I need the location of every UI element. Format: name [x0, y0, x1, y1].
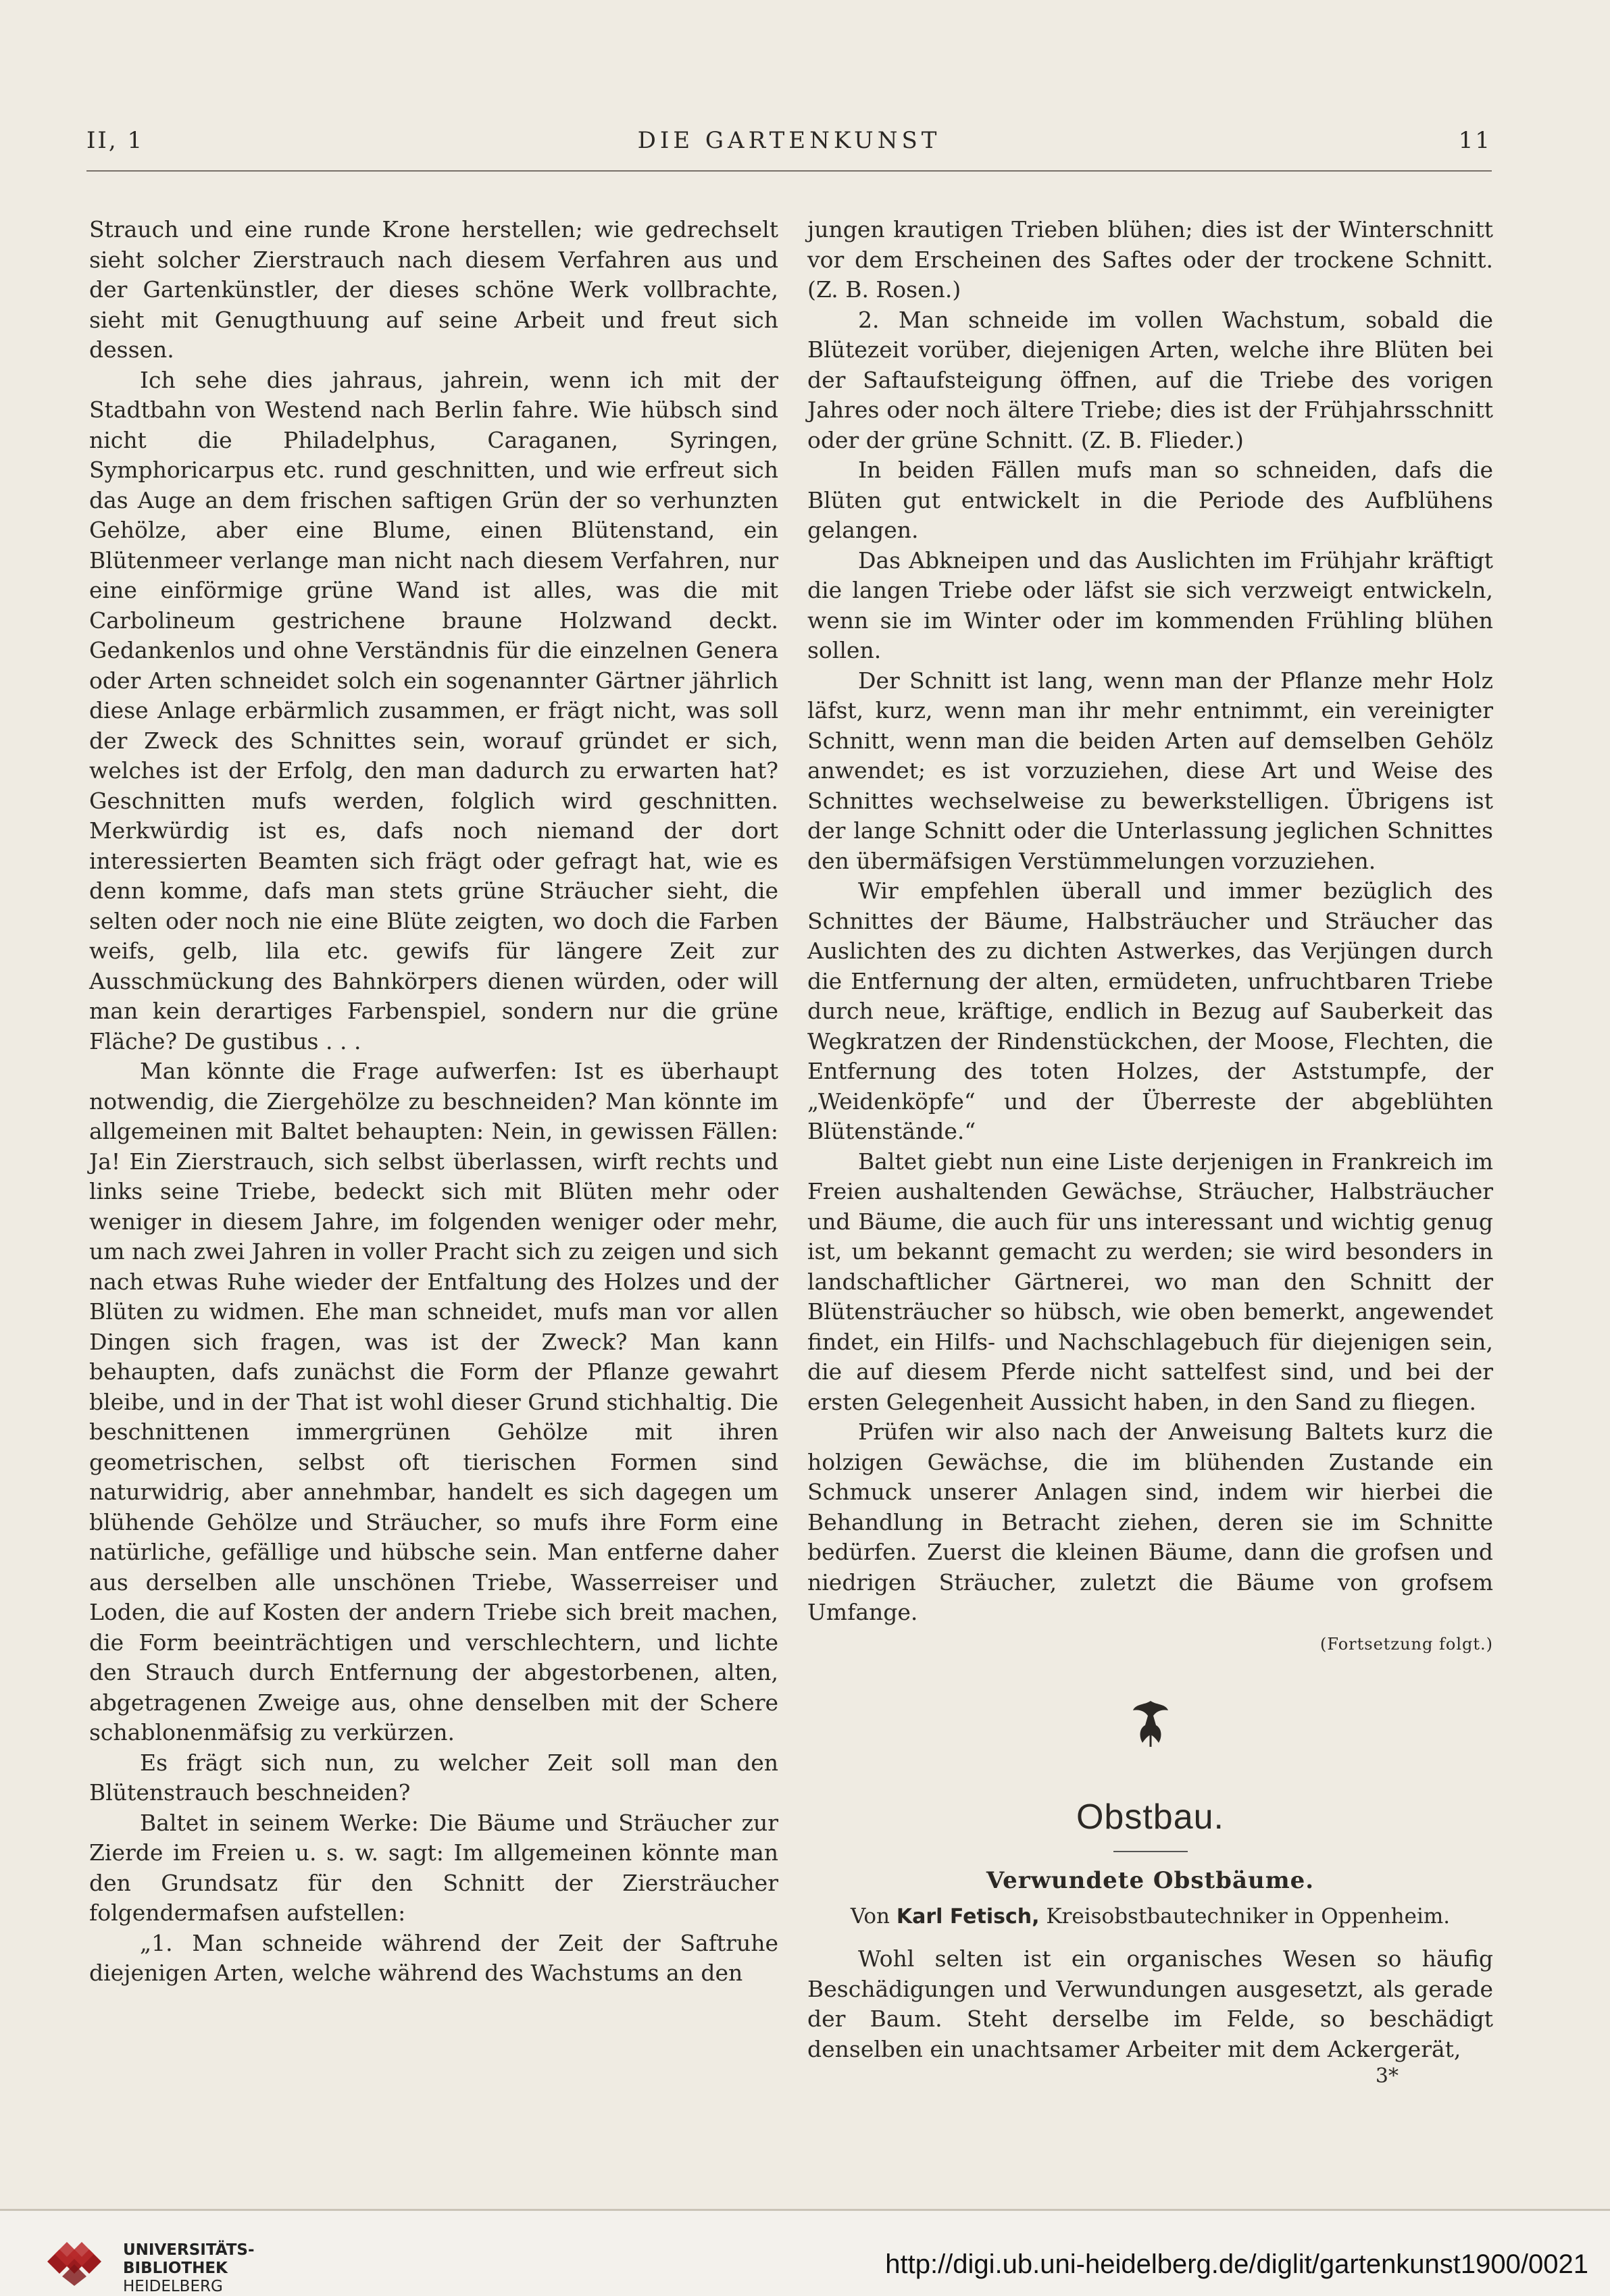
article-title: Verwundete Obstbäume.: [986, 1867, 1315, 1894]
right-paragraph-5: Der Schnitt ist lang, wenn man der Pflanze mehr Holz läfst, kurz, wenn man ihr mehr entnimmt, ein vereinigter Schnitt, wenn man die beiden Arten auf demselben Gehölz anwendet; es ist vorzuziehen, diese Art und Weise des Schnittes wechselweise zu bewerkstelligen. Übrigens ist der lange Schnitt oder die Unterlassung jeglichen Schnittes den übermäfsigen Verstümmelungen vorzuziehen.: [807, 667, 1493, 874]
byline-role: Kreisobstbautechniker in Oppenheim.: [1046, 1904, 1451, 1929]
left-paragraph-4: Es frägt sich nun, zu welcher Zeit soll man den Blütenstrauch beschneiden?: [89, 1749, 778, 1806]
left-paragraph-5: Baltet in seinem Werke: Die Bäume und Sträucher zur Zierde im Freien u. s. w. sagt: Im allgemeinen könnte man den Grundsatz für den Schnitt der Ziersträucher folgendermafsen aufstellen:: [89, 1809, 778, 1926]
library-line-3: HEIDELBERG: [123, 2278, 223, 2295]
left-paragraph-2: Ich sehe dies jahraus, jahrein, wenn ich mit der Stadtbahn von Westend nach Berlin fahre. Wie hübsch sind nicht die Philadelphus, Caraganen, Syringen, Symphoricarpus etc. rund geschnitten, und wie erfreut sich das Auge an dem frischen saftigen Grün der so verhunzten Gehölze, aber eine Blume, einen Blütenstand, ein Blütenmeer verlange man nicht nach diesem Verfahren, nur eine einförmige grüne Wand ist alles, was die mit Carbolineum gestrichene braune Holzwand deckt. Gedankenlos und ohne Verständnis für die einzelnen Genera oder Arten schneidet solch ein sogenannter Gärtner jährlich diese Anlage erbärmlich zusammen, er frägt nicht, was soll der Zweck des Schnittes sein, worauf gründet er sich, welches ist der Erfolg, den man dadurch zu erwarten hat? Geschnitten mufs werden, folglich wird geschnitten. Merkwürdig ist es, dafs noch niemand der dort interessierten Beamten sich frägt oder gefragt hat, wie es denn komme, dafs man stets grüne Sträucher sieht, die selten oder noch nie eine Blüte zeigten, wo doch die Farben weifs, gelb, lila etc. gewifs für längere Zeit zur Ausschmückung des Bahnkörpers dienen würden, oder will man kein derartiges Farbenspiel, sondern nur die grüne Fläche? De gustibus . . .: [89, 366, 778, 1054]
byline-prefix: Von: [850, 1904, 890, 1929]
fleuron-ornament-icon: [1130, 1698, 1171, 1748]
right-paragraph-2: 2. Man schneide im vollen Wachstum, sobald die Blütezeit vorüber, diejenigen Arten, welche ihre Blüten bei der Saftaufsteigung öffnen, auf die Triebe des vorigen Jahres oder noch ältere Triebe; dies ist der Frühjahrsschnitt oder der grüne Schnitt. (Z. B. Flieder.): [807, 306, 1493, 453]
left-paragraph-1: Strauch und eine runde Krone herstellen; wie gedrechselt sieht solcher Zierstrauch nach diesem Verfahren aus und der Gartenkünstler, der dieses schöne Werk vollbrachte, sieht mit Genugthuung auf seine Arbeit und freut sich dessen.: [89, 216, 778, 363]
byline-author: Karl Fetisch,: [896, 1904, 1040, 1929]
right-paragraph-8: Prüfen wir also nach der Anweisung Baltets kurz die holzigen Gewächse, die im blühenden Zustande ein Schmuck unserer Anlagen sind, indem wir hierbei die Behandlung in Betracht ziehen, deren sie im Schnitte bedürfen. Zuerst die kleinen Bäume, dann die grofsen und niedrigen Sträucher, zuletzt die Bäume von grofsem Umfange.: [807, 1419, 1493, 1625]
section-rule: [1113, 1851, 1188, 1852]
page-number: 11: [1458, 127, 1492, 154]
continuation-note: (Fortsetzung folgt.): [1320, 1634, 1493, 1654]
volume-issue: II, 1: [86, 127, 145, 154]
right-paragraph-3: In beiden Fällen mufs man so schneiden, dafs die Blüten gut entwickelt in die Periode des Aufblühens gelangen.: [807, 457, 1493, 543]
article-paragraph-1: Wohl selten ist ein organisches Wesen so häufig Beschädigungen und Verwundungen ausgesetzt, als gerade der Baum. Steht derselbe im Felde, so beschädigt denselben ein unachtsamer Arbeiter mit dem Ackergerät,: [807, 1945, 1493, 2062]
right-paragraph-7: Baltet giebt nun eine Liste derjenigen in Frankreich im Freien aushaltenden Gewächse, Sträucher, Halbsträucher und Bäume, die auch für uns interessant und wichtig genug ist, um bekannt gemacht zu werden; sie wird besonders in landschaftlicher Gärtnerei, wo man den Schnitt der Blütensträucher so hübsch, wie oben bemerkt, angewendet findet, ein Hilfs- und Nachschlagebuch für diejenigen sein, die auf diesem Pferde nicht sattelfest sind, und bei der ersten Gelegenheit Aussicht haben, in den Sand zu fliegen.: [807, 1148, 1493, 1415]
right-column: [807, 215, 1493, 2092]
signature-mark: 3*: [1375, 2064, 1399, 2088]
left-column: [89, 215, 778, 1989]
library-logo-icon: [47, 2237, 105, 2286]
right-paragraph-4: Das Abkneipen und das Auslichten im Frühjahr kräftigt die langen Triebe oder läfst sie sich verzweigt entwickeln, wenn sie im Winter oder im kommenden Frühling blühen sollen.: [807, 546, 1493, 663]
byline: [807, 1902, 1493, 1933]
library-line-2: BIBLIOTHEK: [123, 2260, 228, 2277]
journal-title: DIE GARTENKUNST: [637, 127, 941, 154]
running-header: [86, 127, 1492, 161]
left-paragraph-6: „1. Man schneide während der Zeit der Saftruhe diejenigen Arten, welche während des Wachstums an den: [89, 1929, 778, 1986]
left-paragraph-3: Man könnte die Frage aufwerfen: Ist es überhaupt notwendig, die Ziergehölze zu beschneiden? Man könnte im allgemeinen mit Baltet behaupten: Nein, in gewissen Fällen: Ja! Ein Zierstrauch, sich selbst überlassen, wirft rechts und links seine Triebe, bedeckt sich mit Blüten mehr oder weniger in diesem Jahre, im folgenden weniger oder mehr, um nach zwei Jahren in voller Pracht sich zu zeigen und sich nach etwas Ruhe wieder der Entfaltung des Holzes und der Blüten zu widmen. Ehe man schneidet, mufs man vor allen Dingen sich fragen, was ist der Zweck? Man kann behaupten, dafs zunächst die Form der Pflanze gewahrt bleibe, und in der That ist wohl dieser Grund stichhaltig. Die beschnittenen immergrünen Gehölze mit ihren geometrischen, selbst oft tierischen Formen sind naturwidrig, aber annehmbar, handelt es sich dagegen um blühende Gehölze und Sträucher, so mufs ihre Form eine natürliche, gefällige und hübsche sein. Man entferne daher aus derselben alle unschönen Triebe, Wasserreiser und Loden, die auf Kosten der andern Triebe sich breit machen, die Form beeinträchtigen und verschlechtern, und lichte den Strauch durch Entfernung der abgestorbenen, alten, abgetragenen Zweige aus, ohne denselben mit der Schere schablonenmäfsig zu verkürzen.: [89, 1058, 778, 1745]
library-line-1: UNIVERSITÄTS-: [123, 2241, 255, 2259]
source-url-link[interactable]: http://digi.ub.uni-heidelberg.de/diglit/gartenkunst1900/0021: [885, 2249, 1588, 2279]
right-paragraph-6: Wir empfehlen überall und immer bezüglich des Schnittes der Bäume, Halbsträucher und Sträucher das Auslichten des zu dichten Astwerkes, das Verjüngen durch die Entfernung der alten, ermüdeten, unfruchtbaren Triebe durch neue, kräftige, endlich in Bezug auf Sauberkeit das Wegkratzen der Rindenstückchen, der Moose, Flechten, die Entfernung des toten Holzes, der Aststumpfe, der „Weidenköpfe“ und der Überreste der abgeblühten Blütenstände.“: [807, 877, 1493, 1144]
section-title: Obstbau.: [1076, 1797, 1225, 1837]
library-name: [123, 2241, 255, 2296]
right-paragraph-1: jungen krautigen Trieben blühen; dies ist der Winterschnitt vor dem Erscheinen des Saftes oder der trockene Schnitt. (Z. B. Rosen.): [807, 216, 1493, 303]
header-rule: [86, 170, 1492, 172]
